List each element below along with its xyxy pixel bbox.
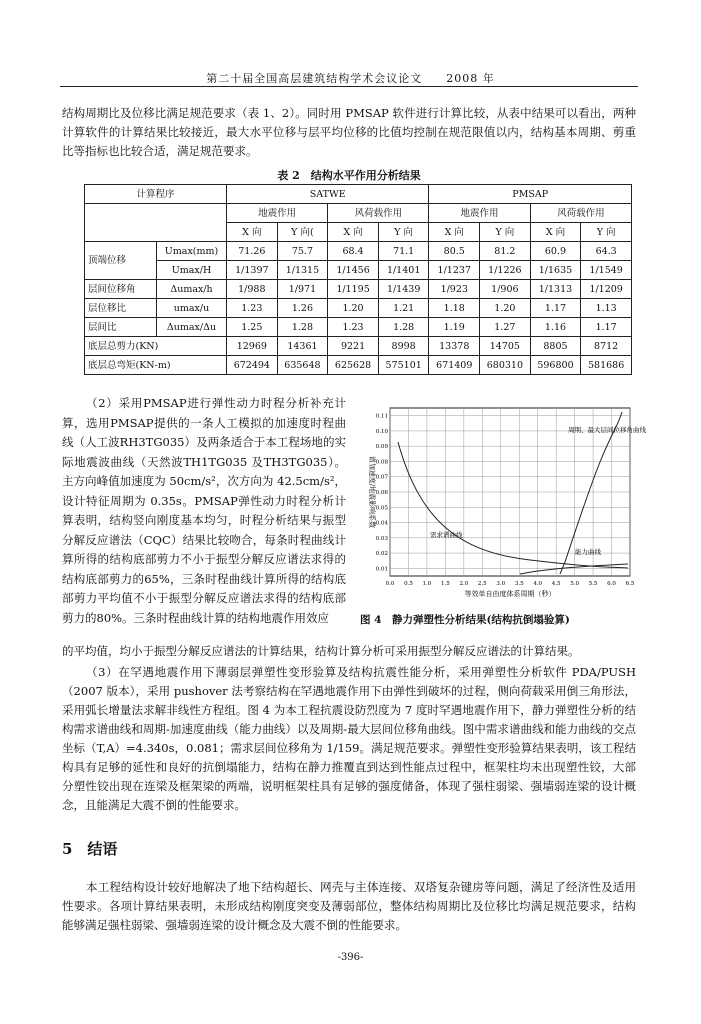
cell: 80.5 bbox=[429, 242, 480, 261]
cell: 1/923 bbox=[429, 280, 480, 299]
cell: 1/1635 bbox=[530, 261, 581, 280]
th-x: X 向 bbox=[227, 223, 278, 242]
x-tick-label: 3.0 bbox=[496, 581, 506, 587]
x-tick-label: 2.0 bbox=[459, 581, 469, 587]
cell: 635648 bbox=[277, 356, 328, 375]
th-y: Y 向 bbox=[581, 223, 632, 242]
y-tick-label: 0.01 bbox=[375, 566, 388, 573]
y-tick-label: 0.02 bbox=[375, 551, 388, 558]
th-seismic: 地震作用 bbox=[429, 204, 530, 223]
cell: 71.26 bbox=[227, 242, 278, 261]
x-tick-label: 5.0 bbox=[570, 581, 579, 587]
cell: 9221 bbox=[328, 337, 379, 356]
cell: 1.27 bbox=[480, 318, 531, 337]
x-tick-label: 2.5 bbox=[477, 581, 487, 587]
paragraph-2-continued: 的平均值，均小于振型分解反应谱法的计算结果，结构计算分析可采用振型分解反应谱法的计算结果。 bbox=[62, 644, 580, 658]
row-group-label: 层位移比 bbox=[85, 299, 157, 318]
cell: 625628 bbox=[328, 356, 379, 375]
cell: 671409 bbox=[429, 356, 480, 375]
y-tick-label: 0.07 bbox=[375, 474, 388, 481]
cell: 1.23 bbox=[227, 299, 278, 318]
th-pmsap: PMSAP bbox=[429, 185, 632, 204]
x-tick-label: 4.5 bbox=[551, 581, 561, 587]
x-tick-label: 6.0 bbox=[607, 581, 616, 587]
intro-paragraph: 结构周期比及位移比满足规范要求（表 1、2）。同时用 PMSAP 软件进行计算比较，从表中结果可以看出，两种计算软件的计算结果比较接近，最大水平位移与层平均位移的比值均控制在规范限值以内，结构基本周期、剪重比等指标也比较合适，满足规范要求。 bbox=[62, 106, 636, 158]
cell: 596800 bbox=[530, 356, 581, 375]
x-tick-label: 1.5 bbox=[441, 581, 450, 587]
th-x: X 向 bbox=[328, 223, 379, 242]
y-tick-label: 0.09 bbox=[375, 444, 388, 451]
cell: 1/1397 bbox=[227, 261, 278, 280]
cell: 1.21 bbox=[378, 299, 429, 318]
th-blank bbox=[85, 204, 227, 242]
conclusion-paragraph: 本工程结构设计较好地解决了地下结构超长、网壳与主体连接、双塔复杂键房等问题，满足了经济性及适用性要求。各项计算结果表明，未形成结构刚度突变及薄弱部位，整体结构周期比及位移比均满足规范要求，结构能够满足强柱弱梁、强墙弱连梁的设计概念及大震不倒的性能要求。 bbox=[62, 880, 636, 932]
row-group-label: 层间位移角 bbox=[85, 280, 157, 299]
table-row bbox=[85, 337, 632, 356]
cell: 1/971 bbox=[277, 280, 328, 299]
cell: 1/906 bbox=[480, 280, 531, 299]
cell: 672494 bbox=[227, 356, 278, 375]
label-period-drift: 周期、最大层间位移角曲线 bbox=[568, 426, 646, 434]
cell: 1/1195 bbox=[328, 280, 379, 299]
th-program: 计算程序 bbox=[85, 185, 227, 204]
row-group-label: 顶端位移 bbox=[85, 242, 157, 280]
x-ticks bbox=[386, 581, 635, 587]
cell: 1/1401 bbox=[378, 261, 429, 280]
cell: 1/1439 bbox=[378, 280, 429, 299]
y-tick-label: 0.06 bbox=[375, 490, 388, 496]
cell: 68.4 bbox=[328, 242, 379, 261]
x-tick-label: 0.0 bbox=[385, 581, 395, 587]
cell: 81.2 bbox=[480, 242, 531, 261]
table2 bbox=[84, 184, 632, 375]
cell: 1/1315 bbox=[277, 261, 328, 280]
cell: 12969 bbox=[227, 337, 278, 356]
label-capacity: 能力曲线 bbox=[575, 548, 601, 556]
cell: 680310 bbox=[480, 356, 531, 375]
label-demand: 需求谱曲线 bbox=[430, 531, 463, 539]
y-tick-label: 0.10 bbox=[375, 428, 388, 435]
cell: 8998 bbox=[378, 337, 429, 356]
cell: 75.7 bbox=[277, 242, 328, 261]
table2-caption: 表 2 结构水平作用分析结果 bbox=[277, 169, 421, 182]
row-label: Δumax/Δu bbox=[157, 318, 227, 337]
cell: 1.17 bbox=[581, 318, 632, 337]
running-header: 第二十届全国高层建筑结构学术会议论文 2008 年 bbox=[206, 72, 495, 85]
cell: 13378 bbox=[429, 337, 480, 356]
cell: 1.16 bbox=[530, 318, 581, 337]
cell: 1/1549 bbox=[581, 261, 632, 280]
page-number: -396- bbox=[337, 952, 364, 963]
cell: 581686 bbox=[581, 356, 632, 375]
table-row bbox=[85, 318, 632, 337]
th-wind: 风荷载作用 bbox=[530, 204, 631, 223]
cell: 1/1456 bbox=[328, 261, 379, 280]
x-tick-label: 3.5 bbox=[514, 581, 524, 587]
section-heading: 5 结语 bbox=[62, 840, 118, 858]
cell: 1.18 bbox=[429, 299, 480, 318]
x-tick-label: 4.0 bbox=[533, 581, 543, 587]
row-label: umax/u bbox=[157, 299, 227, 318]
cell: 1.17 bbox=[530, 299, 581, 318]
cell: 1/1209 bbox=[581, 280, 632, 299]
cell: 1/1237 bbox=[429, 261, 480, 280]
y-tick-label: 0.05 bbox=[375, 505, 388, 512]
cell: 60.9 bbox=[530, 242, 581, 261]
cell: 1/1313 bbox=[530, 280, 581, 299]
cell: 1.28 bbox=[378, 318, 429, 337]
cell: 575101 bbox=[378, 356, 429, 375]
cell: 1/988 bbox=[227, 280, 278, 299]
th-y: Y 向 bbox=[480, 223, 531, 242]
th-seismic: 地震作用 bbox=[227, 204, 328, 223]
th-y: Y 向 bbox=[378, 223, 429, 242]
row-label: Umax/H bbox=[157, 261, 227, 280]
x-axis-label: 等效单自由度体系周期（秒） bbox=[464, 590, 556, 598]
x-tick-label: 6.5 bbox=[625, 581, 635, 587]
figure-4-caption: 图 4 静力弹塑性分析结果(结构抗倒塌验算) bbox=[360, 614, 570, 626]
cell: 1.19 bbox=[429, 318, 480, 337]
row-group-label: 层间比 bbox=[85, 318, 157, 337]
y-tick-label: 0.08 bbox=[375, 459, 388, 466]
cell: 64.3 bbox=[581, 242, 632, 261]
table-row bbox=[85, 280, 632, 299]
row-label: Umax(mm) bbox=[157, 242, 227, 261]
y-tick-label: 0.11 bbox=[375, 413, 388, 420]
y-ticks bbox=[376, 414, 389, 573]
row-label: 底层总弯矩(KN-m) bbox=[85, 356, 227, 375]
cell: 1.25 bbox=[227, 318, 278, 337]
capacity-curve bbox=[520, 564, 628, 574]
cell: 14705 bbox=[480, 337, 531, 356]
cell: 1.23 bbox=[328, 318, 379, 337]
y-axis-label: 谱加速度/地震影响系数 bbox=[368, 455, 376, 529]
cell: 1.20 bbox=[328, 299, 379, 318]
x-tick-label: 1.0 bbox=[422, 581, 432, 587]
th-x: X 向 bbox=[429, 223, 480, 242]
y-tick-label: 0.03 bbox=[375, 535, 388, 542]
row-label: Δumax/h bbox=[157, 280, 227, 299]
cell: 1.28 bbox=[277, 318, 328, 337]
th-x: X 向 bbox=[530, 223, 581, 242]
paragraph-3: （3）在罕遇地震作用下薄弱层弹塑性变形验算及结构抗震性能分析，采用弹塑性分析软件 PDA/PUSH（2007 版本），采用 pushover 法考察结构在罕遇地震作用下由弹性到破坏的过程，侧向荷载采用倒三角形法，采用弧长增量法求解非线性方程组。图 4 为本工程抗震设防烈度为 7 度时罕遇地震作用下，静力弹塑性分析的结构需求谱曲线和周期-加速度曲线（能力曲线）以及周期-最大层间位移角曲线。图中需求谱曲线和能力曲线的交点坐标（T,A）=4.340s，0.081；需求层间位移角为 1/159。满足规范要求。弹塑性变形验算结果表明，该工程结构具有足够的延性和良好的抗倒塌能力，结构在静力推覆直到达到性能点过程中，框架柱均未出现塑性铰，大部分塑性铰出现在连梁及框架梁的两端，说明框架柱具有足够的强度储备，体现了强柱弱梁、强墙弱连梁的设计概念，且能满足大震不倒的性能要求。 bbox=[62, 665, 636, 812]
header-rule bbox=[60, 86, 638, 87]
paragraph-2: （2）采用PMSAP进行弹性动力时程分析补充计算，选用PMSAP提供的一条人工模拟的加速度时程曲线（人工波RH3TG035）及两条适合于本工程场地的实际地震波曲线（天然波TH1TG035 及TH3TG035）。主方向峰值加速度为 50cm/s²，次方向为 42.5cm/s²，设计特征周期为 0.35s。PMSAP弹性动力时程分析计算表明，结构竖向刚度基本均匀，时程分析结果与振型分解反应谱法（CQC）结果比较吻合，每条时程曲线计算所得的结构底部剪力不小于振型分解反应谱法求得的结构底部剪力的65%，三条时程曲线计算所得的结构底部剪力平均值不小于振型分解反应谱法求得的结构底部剪力的80%。三条时程曲线计算的结构地震作用效应 bbox=[62, 396, 346, 625]
x-tick-label: 0.5 bbox=[404, 581, 413, 587]
th-wind: 风荷载作用 bbox=[328, 204, 429, 223]
th-satwe: SATWE bbox=[227, 185, 429, 204]
cell: 1/1226 bbox=[480, 261, 531, 280]
table-row bbox=[85, 299, 632, 318]
cell: 71.1 bbox=[378, 242, 429, 261]
figure-4 bbox=[360, 402, 646, 600]
y-tick-label: 0.04 bbox=[375, 520, 388, 527]
cell: 8712 bbox=[581, 337, 632, 356]
table-row bbox=[85, 242, 632, 261]
row-label: 底层总剪力(KN) bbox=[85, 337, 227, 356]
x-tick-label: 5.5 bbox=[588, 581, 598, 587]
th-y: Y 向( bbox=[277, 223, 328, 242]
cell: 8805 bbox=[530, 337, 581, 356]
cell: 1.26 bbox=[277, 299, 328, 318]
table-row bbox=[85, 261, 632, 280]
cell: 1.13 bbox=[581, 299, 632, 318]
table-row bbox=[85, 356, 632, 375]
cell: 14361 bbox=[277, 337, 328, 356]
cell: 1.20 bbox=[480, 299, 531, 318]
